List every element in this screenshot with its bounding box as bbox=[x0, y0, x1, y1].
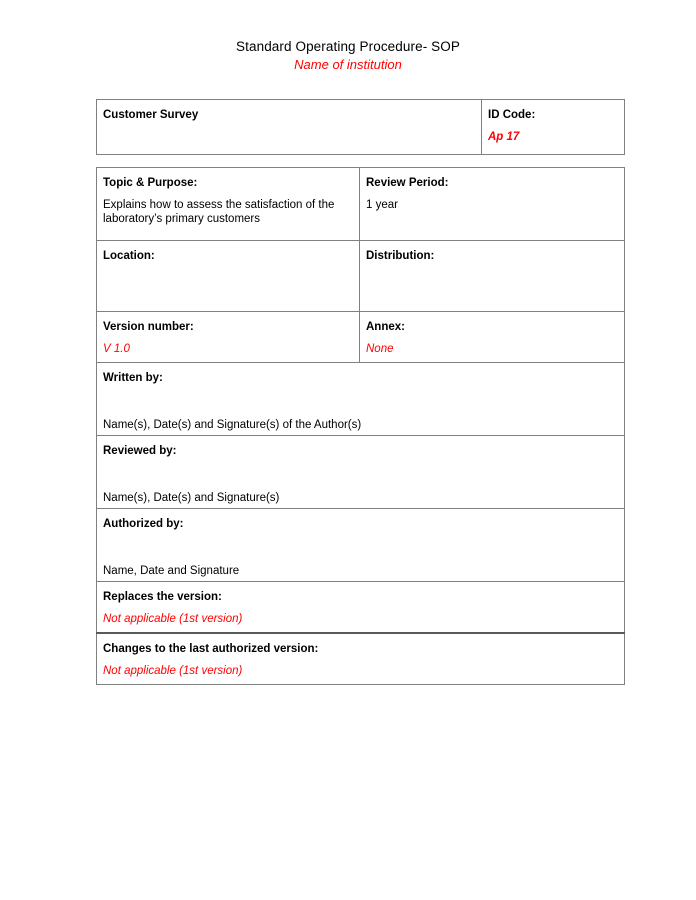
table-row bbox=[97, 436, 625, 509]
replaces-version-cell bbox=[97, 582, 625, 634]
table-row bbox=[97, 633, 625, 685]
reviewed-by-cell bbox=[97, 436, 625, 509]
distribution-cell bbox=[360, 241, 625, 312]
changes-label: Changes to the last authorized version: bbox=[103, 643, 319, 655]
authorized-by-caption: Name, Date and Signature bbox=[103, 565, 240, 577]
annex-value: None bbox=[366, 343, 394, 355]
page-title: Standard Operating Procedure- SOP bbox=[236, 39, 460, 54]
changes-value: Not applicable (1st version) bbox=[103, 665, 243, 677]
document-header bbox=[0, 38, 696, 73]
reviewed-by-label: Reviewed by: bbox=[103, 445, 177, 457]
authorized-by-label: Authorized by: bbox=[103, 518, 184, 530]
topic-purpose-label: Topic & Purpose: bbox=[103, 177, 198, 189]
annex-label: Annex: bbox=[366, 321, 405, 333]
written-by-caption: Name(s), Date(s) and Signature(s) of the Author(s) bbox=[103, 419, 362, 431]
table-row bbox=[97, 509, 625, 582]
table-row bbox=[97, 100, 625, 155]
topic-purpose-cell bbox=[97, 168, 360, 241]
location-cell bbox=[97, 241, 360, 312]
version-number-value: V 1.0 bbox=[103, 343, 130, 355]
review-period-label: Review Period: bbox=[366, 177, 449, 189]
reviewed-by-caption: Name(s), Date(s) and Signature(s) bbox=[103, 492, 280, 504]
document-name-label: Customer Survey bbox=[103, 109, 199, 121]
document-name-cell bbox=[97, 100, 482, 155]
id-code-value: Ap 17 bbox=[488, 131, 520, 143]
distribution-label: Distribution: bbox=[366, 250, 435, 262]
table-row bbox=[97, 312, 625, 363]
location-label: Location: bbox=[103, 250, 155, 262]
identity-table bbox=[96, 99, 625, 155]
topic-purpose-value: Explains how to assess the satisfaction of the laboratory’s primary customers bbox=[103, 199, 335, 225]
version-number-cell bbox=[97, 312, 360, 363]
details-table bbox=[96, 167, 625, 685]
table-row bbox=[97, 363, 625, 436]
changes-cell bbox=[97, 633, 625, 685]
replaces-version-label: Replaces the version: bbox=[103, 591, 222, 603]
id-code-label: ID Code: bbox=[488, 109, 536, 121]
version-number-label: Version number: bbox=[103, 321, 194, 333]
table-row bbox=[97, 168, 625, 241]
replaces-version-value: Not applicable (1st version) bbox=[103, 613, 243, 625]
authorized-by-cell bbox=[97, 509, 625, 582]
table-row bbox=[97, 582, 625, 634]
annex-cell bbox=[360, 312, 625, 363]
institution-name: Name of institution bbox=[294, 57, 402, 72]
table-row bbox=[97, 241, 625, 312]
written-by-cell bbox=[97, 363, 625, 436]
written-by-label: Written by: bbox=[103, 372, 163, 384]
id-code-cell bbox=[482, 100, 625, 155]
review-period-cell bbox=[360, 168, 625, 241]
review-period-value: 1 year bbox=[366, 199, 398, 211]
